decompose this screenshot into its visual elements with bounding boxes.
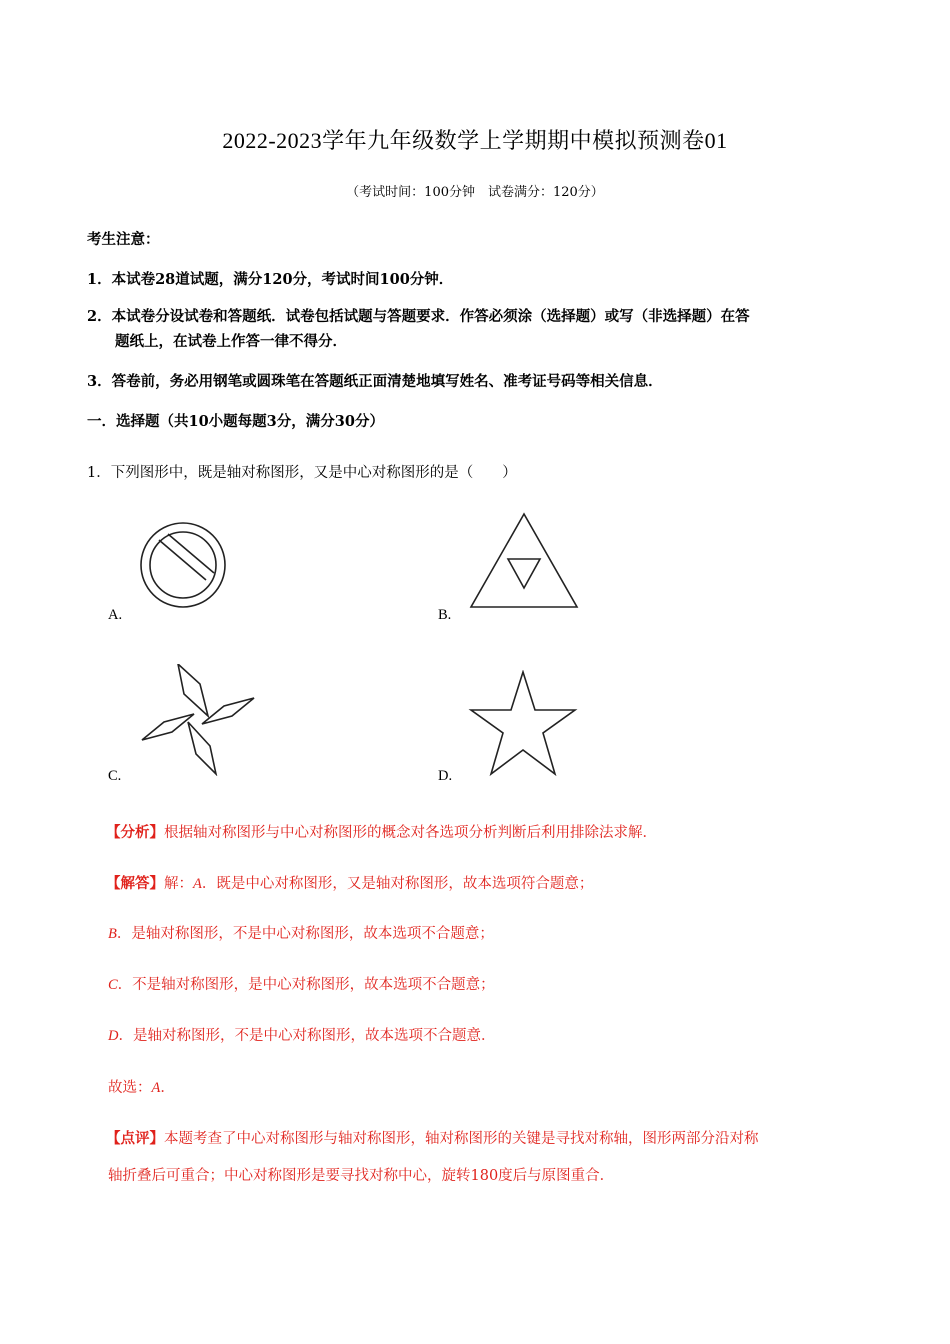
solution-text-b: ．是轴对称图形，不是中心对称图形，故本选项不合题意； bbox=[116, 926, 494, 942]
option-letter-b: B bbox=[108, 926, 117, 942]
solution-tag: 【解答】 bbox=[106, 875, 164, 892]
option-letter-d: D bbox=[108, 1028, 119, 1044]
solution-line-d bbox=[108, 1024, 495, 1045]
solution-text-d: ．是轴对称图形，不是中心对称图形，故本选项不合题意． bbox=[118, 1028, 496, 1044]
comment-text-1: 本题考查了中心对称图形与轴对称图形，轴对称图形的关键是寻找对称轴，图形两部分沿对称 bbox=[164, 1131, 759, 1147]
triangle-icon bbox=[468, 512, 580, 608]
exam-info: （考试时间：100分钟 试卷满分：120分） bbox=[346, 185, 604, 200]
analysis-tag: 【分析】 bbox=[106, 824, 164, 841]
answer-letter: A bbox=[151, 1080, 161, 1096]
option-a-figure bbox=[138, 520, 228, 610]
option-c-label: C. bbox=[108, 768, 122, 784]
question-stem: 1．下列图形中，既是轴对称图形，又是中心对称图形的是（ ） bbox=[87, 465, 517, 481]
analysis-text: 根据轴对称图形与中心对称图形的概念对各选项分析判断后利用排除法求解． bbox=[164, 825, 657, 841]
option-d-figure bbox=[468, 670, 578, 778]
notice-item-1: 1．本试卷28道试题，满分120分，考试时间100分钟． bbox=[87, 271, 454, 288]
comment-text-2: 轴折叠后可重合；中心对称图形是要寻找对称中心，旋转180度后与原图重合． bbox=[108, 1168, 615, 1184]
analysis-paragraph bbox=[106, 821, 657, 842]
solution-line-a bbox=[106, 872, 593, 893]
answer-prefix: 故选： bbox=[108, 1080, 152, 1096]
option-d-label: D. bbox=[438, 768, 453, 784]
pinwheel-icon bbox=[140, 664, 258, 776]
notice-heading: 考生注意： bbox=[87, 231, 160, 248]
notice-item-2-cont: 题纸上，在试卷上作答一律不得分． bbox=[115, 333, 347, 350]
solution-line-b bbox=[108, 922, 494, 943]
prohibition-circle-icon bbox=[138, 520, 228, 610]
comment-line-1 bbox=[106, 1127, 759, 1148]
solution-prefix: 解： bbox=[164, 876, 193, 892]
option-letter-a: A bbox=[193, 876, 202, 892]
option-a-label: A. bbox=[108, 607, 123, 623]
solution-text-a: ．既是中心对称图形，又是轴对称图形，故本选项符合题意； bbox=[201, 876, 594, 892]
solution-text-c: ．不是轴对称图形，是中心对称图形，故本选项不合题意； bbox=[117, 977, 495, 993]
option-b-figure bbox=[468, 512, 580, 608]
notice-item-3: 3．答卷前，务必用钢笔或圆珠笔在答题纸正面清楚地填写姓名、准考证号码等相关信息． bbox=[87, 373, 663, 390]
comment-line-2 bbox=[108, 1164, 614, 1185]
answer-suffix: ． bbox=[160, 1080, 175, 1096]
option-c-figure bbox=[140, 664, 258, 776]
solution-line-c bbox=[108, 973, 495, 994]
option-letter-c: C bbox=[108, 977, 118, 993]
page-title: 2022-2023学年九年级数学上学期期中模拟预测卷01 bbox=[222, 128, 728, 153]
option-b-label: B. bbox=[438, 607, 452, 623]
final-answer bbox=[108, 1076, 175, 1097]
notice-item-2: 2．本试卷分设试卷和答题纸．试卷包括试题与答题要求．作答必须涂（选择题）或写（非选择题）在答 bbox=[87, 308, 750, 325]
star-icon bbox=[468, 670, 578, 778]
section-heading: 一．选择题（共10小题每题3分，满分30分） bbox=[87, 413, 384, 430]
comment-tag: 【点评】 bbox=[106, 1130, 164, 1147]
